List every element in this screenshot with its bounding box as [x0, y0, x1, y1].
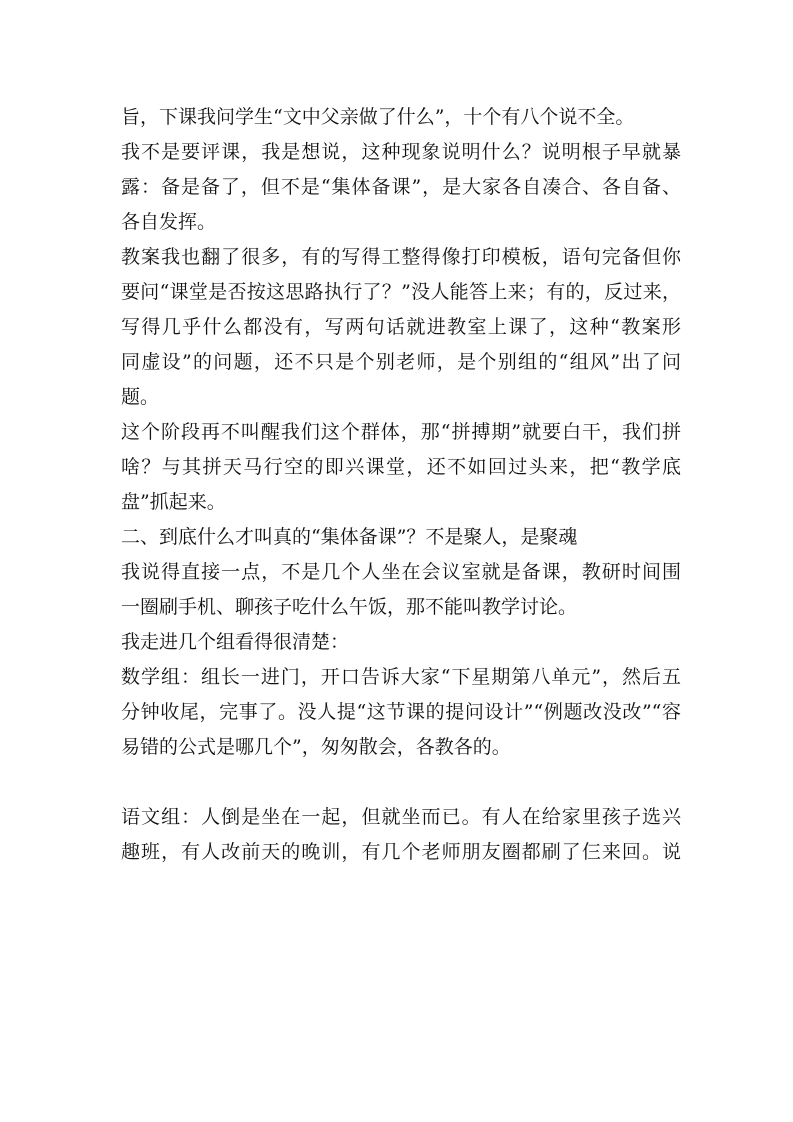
text-line: 一圈刷手机、聊孩子吃什么午饭，那不能叫教学讨论。 [121, 596, 578, 618]
text-line: 旨，下课我问学生“文中父亲做了什么”，十个有八个说不全。 [121, 106, 635, 128]
text-line: 露：备是备了，但不是“集体备课”，是大家各自凑合、各自备、 [121, 176, 681, 198]
text-line: 啥？与其拼天马行空的即兴课堂，还不如回过头来，把“教学底 [121, 456, 681, 478]
text-line: 题。 [121, 386, 160, 408]
text-line: 趣班，有人改前天的晚训，有几个老师朋友圈都刷了仨来回。说 [121, 841, 681, 863]
blank-line [121, 765, 681, 800]
text-line: 教案我也翻了很多，有的写得工整得像打印模板，语句完备但你 [121, 246, 681, 268]
document-body [121, 100, 681, 870]
section-heading: 二、到底什么才叫真的“集体备课”？不是聚人，是聚魂 [121, 526, 578, 548]
text-line: 我说得直接一点，不是几个人坐在会议室就是备课，教研时间围 [121, 561, 681, 583]
text-line: 语文组：人倒是坐在一起，但就坐而已。有人在给家里孩子选兴 [121, 806, 681, 828]
text-line: 各自发挥。 [121, 211, 217, 233]
text-line: 分钟收尾，完事了。没人提“这节课的提问设计”“例题改没改”“容 [121, 701, 681, 723]
text-line: 同虚设”的问题，还不只是个别老师，是个别组的“组风”出了问 [121, 351, 681, 373]
text-line: 这个阶段再不叫醒我们这个群体，那“拼搏期”就要白干，我们拼 [121, 421, 681, 443]
text-line: 要问“课堂是否按这思路执行了？”没人能答上来；有的，反过来， [121, 281, 681, 303]
text-line: 我走进几个组看得很清楚： [121, 631, 350, 653]
text-line: 易错的公式是哪几个”，匆匆散会，各教各的。 [121, 736, 511, 758]
text-line: 我不是要评课，我是想说，这种现象说明什么？说明根子早就暴 [121, 141, 681, 163]
text-line: 写得几乎什么都没有，写两句话就进教室上课了，这种“教案形 [121, 316, 681, 338]
text-line: 盘”抓起来。 [121, 491, 226, 513]
text-line: 数学组：组长一进门，开口告诉大家“下星期第八单元”，然后五 [121, 666, 681, 688]
